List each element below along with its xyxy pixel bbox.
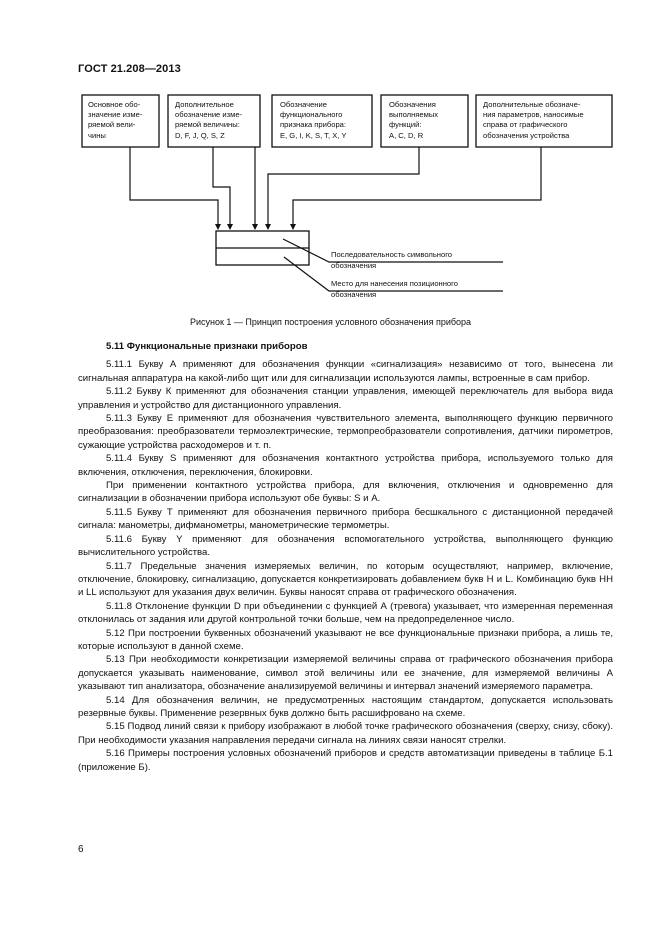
page-number: 6 bbox=[78, 844, 84, 855]
paragraph: 5.11.4 Букву S применяют для обозначения контактного устройства прибора, используемого только для включения, отключения, переключения, блокировки. bbox=[78, 453, 613, 478]
paragraph: При применении контактного устройства прибора, для включения, отключения и одновременно для сигнализации в обозначении прибора используют обе буквы: S и А. bbox=[78, 480, 613, 505]
paragraph: 5.14 Для обозначения величин, не предусмотренных настоящим стандартом, допускается использовать резервные буквы. Применение резервных букв должно быть расшифровано на схеме. bbox=[78, 694, 613, 719]
paragraph: 5.11.1 Букву А применяют для обозначения функции «сигнализация» независимо от того, вынесена ли сигнальная аппаратура на какой-либо щит или для сигнализации используются лампы, встроенные в сам прибор. bbox=[78, 359, 613, 384]
paragraph: 5.11.7 Предельные значения измеряемых величин, по которым осуществляют, например, включение, отключение, блокировку, сигнализацию, допускается конкретизировать добавлением букв Н и L. Комбинацию букв НН и LL используют для указания двух величин. Буквы наносят справа от графического обозначения. bbox=[78, 560, 613, 599]
paragraph: 5.13 При необходимости конкретизации измеряемой величины справа от графического обозначения прибора допускается указывать наименование, символ этой величины или ее значение, для измеряемой величины А указывают тип анализатора, обозначение анализируемой величины и интервал значений измеряемого параметра. bbox=[78, 654, 613, 693]
paragraph: 5.11.3 Букву Е применяют для обозначения чувствительного элемента, выполняющего функцию первичного преобразования: преобразователи термоэлектрические, термопреобразователи сопротивления, датчики пирометров, сужающие устройства расходомеров и т. п. bbox=[78, 413, 613, 451]
paragraph: 5.11.8 Отклонение функции D при объединении с функцией А (тревога) указывает, что измеренная переменная отклонилась от задания или другой контрольной точки больше, чем на предопределенное число. bbox=[78, 600, 613, 626]
document-header: ГОСТ 21.208—2013 bbox=[78, 63, 181, 75]
paragraph: 5.15 Подвод линий связи к прибору изображают в любой точке графического обозначения (сверху, снизу, сбоку). При необходимости указания направления передачи сигнала на линиях связи наносят стрелки. bbox=[78, 721, 613, 746]
figure-caption: Рисунок 1 — Принцип построения условного обозначения прибора bbox=[189, 317, 472, 327]
box-3-text: Обозначение функционального признака прибора: E, G, I, K, S, T, X, Y bbox=[280, 100, 347, 140]
figure-diagram bbox=[0, 0, 661, 340]
section-content bbox=[78, 340, 613, 774]
box-5-text: Дополнительные обозначе- ния параметров, наносимые справа от графического обозначения устройства bbox=[483, 100, 584, 140]
paragraph: 5.11.2 Букву К применяют для обозначения станции управления, имеющей переключатель для выбора вида управления и устройство для дистанционного управления. bbox=[78, 386, 613, 411]
connector-1 bbox=[130, 147, 218, 229]
box-4-text: Обозначения выполняемых функций: A, C, D, R bbox=[389, 100, 439, 140]
paragraph: 5.12 При построении буквенных обозначений указывают не все функциональные признаки прибора, а лишь те, которые используют в данной схеме. bbox=[78, 627, 613, 652]
connector-4 bbox=[268, 147, 419, 229]
paragraph: 5.11.5 Букву Т применяют для обозначения первичного прибора бесшкального с дистанционной передачей сигнала: манометры, дифманометры, манометрические термометры. bbox=[78, 506, 613, 532]
label-position: Место для нанесения позиционного обозначения bbox=[331, 279, 458, 299]
connector-2 bbox=[213, 147, 230, 229]
connector-5 bbox=[293, 147, 541, 229]
paragraph: 5.11.6 Букву Y применяют для обозначения вспомогательного устройства, выполняющего функцию вычислительного устройства. bbox=[78, 533, 613, 559]
box-2-text: Дополнительное обозначение изме- ряемой величины: D, F, J, Q, S, Z bbox=[175, 100, 243, 140]
paragraph: 5.16 Примеры построения условных обозначений приборов и средств автоматизации приведены в таблице Б.1 (приложение Б). bbox=[78, 748, 613, 773]
section-title: 5.11 Функциональные признаки приборов bbox=[106, 341, 308, 352]
box-1-text: Основное обо- значение изме- ряемой вели- чины bbox=[88, 100, 143, 140]
label-sequence: Последовательность символьного обозначения bbox=[331, 250, 453, 270]
